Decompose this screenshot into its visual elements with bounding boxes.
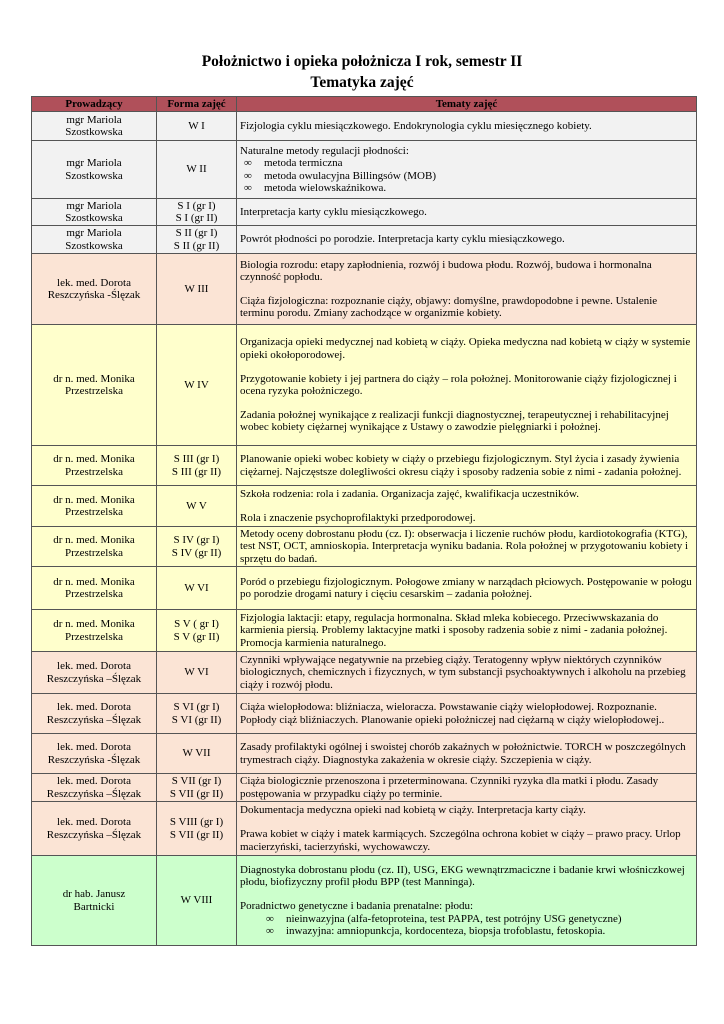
header-topics: Tematy zajęć xyxy=(237,97,697,112)
topic-cell xyxy=(237,567,697,610)
infinity-bullet-icon: ∞ xyxy=(266,924,274,937)
form-cell xyxy=(157,325,237,446)
schedule-table xyxy=(31,96,697,946)
header-lecturer: Prowadzący xyxy=(32,97,157,112)
paragraph-spacer xyxy=(240,816,693,828)
form-line: W IV xyxy=(184,378,209,391)
topic-cell xyxy=(237,226,697,254)
lecturer-line: Szostkowska xyxy=(65,126,123,138)
topic-cell xyxy=(237,856,697,946)
form-line: W I xyxy=(188,119,205,132)
form-line: W III xyxy=(184,282,209,295)
paragraph-spacer xyxy=(240,283,693,295)
topic-paragraph: Zadania położnej wynikające z realizacji funkcji diagnostycznej, terapeutycznej i rehabilitacyjnej wobec kobiety ciężarnej wynikające z Ustawy o zawodzie pielęgniarki i położnej. xyxy=(240,409,669,434)
table-row xyxy=(32,527,697,567)
topic-cell xyxy=(237,254,697,325)
form-cell xyxy=(157,141,237,199)
infinity-bullet-icon: ∞ xyxy=(244,169,252,182)
lecturer-cell xyxy=(32,734,157,774)
lecturer-line: lek. med. Dorota xyxy=(57,775,131,788)
lecturer-line: dr n. med. Monika xyxy=(53,575,135,588)
lecturer-cell xyxy=(32,774,157,802)
form-line: W VII xyxy=(182,747,211,760)
form-line: S II (gr II) xyxy=(173,239,220,252)
form-cell xyxy=(157,652,237,694)
list-item-text: metoda wielowskaźnikowa. xyxy=(264,181,387,194)
lecturer-cell xyxy=(32,325,157,446)
page-title: Położnictwo i opieka położnicza I rok, semestr II xyxy=(201,53,523,70)
header-form: Forma zajęć xyxy=(157,97,237,112)
form-cell xyxy=(157,226,237,254)
topic-paragraph: Zasady profilaktyki ogólnej i swoistej chorób zakaźnych w położnictwie. TORCH w poszczególnych trymestrach ciąży. Diagnostyka zakażenia w okresie ciąży. Szczepienia w ciąży. xyxy=(240,741,686,766)
topic-cell xyxy=(237,802,697,856)
topic-paragraph: Ciąża wielopłodowa: bliźniacza, wieloracza. Powstawanie ciąży wielopłodowej. Rozpoznanie. Popłody ciąż bliźniaczych. Planowanie opieki położniczej nad ciężarną w ciąży wielopłodowej.. xyxy=(240,701,665,726)
page-subtitle: Tematyka zajęć xyxy=(310,74,414,91)
lecturer-line: Bartnicki xyxy=(73,900,115,913)
topic-paragraph: Organizacja opieki medycznej nad kobietą w ciąży. Opieka medyczna nad kobietą w ciąży w systemie opieki okołoporodowej. xyxy=(240,336,691,361)
topic-cell xyxy=(237,112,697,141)
table-row xyxy=(32,734,697,774)
lecturer-line: dr n. med. Monika xyxy=(53,618,135,631)
lecturer-cell xyxy=(32,610,157,652)
topic-cell xyxy=(237,486,697,527)
lecturer-line: Przestrzelska xyxy=(64,385,124,397)
topic-cell xyxy=(237,694,697,734)
form-cell xyxy=(157,486,237,527)
table-row xyxy=(32,856,697,946)
form-line: S VI (gr I) xyxy=(173,701,220,714)
topic-paragraph: Czynniki wpływające negatywnie na przebieg ciąży. Teratogenny wpływ niektórych czynników biologicznych, chemicznych i fizycznych, w tym substancji psychoaktywnych i alkoholu na przebieg ciąży i rozwój płodu. xyxy=(240,654,686,691)
topic-paragraph: Poród o przebiegu fizjologicznym. Połogowe zmiany w narządach płciowych. Postępowanie w połogu po porodzie drogami natury i cięciu cesarskim – zadania położnej. xyxy=(240,575,692,600)
form-cell xyxy=(157,254,237,325)
infinity-bullet-icon: ∞ xyxy=(266,912,274,925)
topic-cell xyxy=(237,774,697,802)
table-row xyxy=(32,446,697,486)
form-line: S VII (gr II) xyxy=(169,787,224,800)
list-item-text: nieinwazyjna (alfa-fetoproteina, test PAPPA, test potrójny USG genetyczne) xyxy=(286,912,622,925)
lecturer-cell xyxy=(32,694,157,734)
lecturer-line: Reszczyńska –Ślęzak xyxy=(46,828,142,841)
lecturer-line: Przestrzelska xyxy=(64,506,124,518)
topic-paragraph: Powrót płodności po porodzie. Interpretacja karty cyklu miesiączkowego. xyxy=(240,233,565,246)
topic-cell xyxy=(237,446,697,486)
lecturer-cell xyxy=(32,254,157,325)
list-item xyxy=(240,157,693,169)
lecturer-line: dr n. med. Monika xyxy=(53,534,135,547)
topic-paragraph: Interpretacja karty cyklu miesiączkowego. xyxy=(240,205,427,218)
form-cell xyxy=(157,527,237,567)
lecturer-cell xyxy=(32,226,157,254)
lecturer-line: dr n. med. Monika xyxy=(53,372,135,385)
topic-cell xyxy=(237,199,697,226)
lecturer-line: Reszczyńska -Ślęzak xyxy=(47,289,141,301)
table-row xyxy=(32,567,697,610)
topic-cell xyxy=(237,610,697,652)
paragraph-spacer xyxy=(240,361,693,373)
topic-cell xyxy=(237,652,697,694)
paragraph-spacer xyxy=(240,888,693,900)
lecturer-line: mgr Mariola xyxy=(66,227,122,240)
table-row xyxy=(32,141,697,199)
lecturer-cell xyxy=(32,112,157,141)
lecturer-line: dr hab. Janusz xyxy=(62,888,126,901)
list-item-text: metoda termiczna xyxy=(264,157,343,170)
lecturer-cell xyxy=(32,199,157,226)
lecturer-cell xyxy=(32,486,157,527)
form-cell xyxy=(157,446,237,486)
form-line: S III (gr II) xyxy=(171,465,222,478)
lecturer-cell xyxy=(32,527,157,567)
lecturer-line: mgr Mariola xyxy=(66,157,122,170)
form-line: S I (gr II) xyxy=(175,212,218,224)
lecturer-line: Przestrzelska xyxy=(64,546,124,559)
form-line: W VIII xyxy=(180,894,213,907)
topic-paragraph: Fizjologia cyklu miesiączkowego. Endokrynologia cyklu miesięcznego kobiety. xyxy=(240,119,592,132)
form-line: W VI xyxy=(184,666,209,679)
form-line: S IV (gr II) xyxy=(171,546,222,559)
form-cell xyxy=(157,694,237,734)
form-cell xyxy=(157,734,237,774)
list-item-text: metoda owulacyjna Billingsów (MOB) xyxy=(264,169,437,182)
form-line: S V ( gr I) xyxy=(174,618,219,631)
table-row xyxy=(32,486,697,527)
list-item xyxy=(240,925,693,937)
infinity-bullet-icon: ∞ xyxy=(244,181,252,194)
form-line: S II (gr I) xyxy=(175,227,218,240)
table-row xyxy=(32,199,697,226)
form-line: S V (gr II) xyxy=(173,630,220,643)
lecturer-line: lek. med. Dorota xyxy=(57,660,131,673)
lecturer-line: lek. med. Dorota xyxy=(57,276,131,289)
topic-paragraph: Dokumentacja medyczna opieki nad kobietą w ciąży. Interpretacja karty ciąży. xyxy=(240,804,586,817)
lecturer-line: Szostkowska xyxy=(65,239,123,252)
lecturer-cell xyxy=(32,652,157,694)
table-row xyxy=(32,610,697,652)
topic-paragraph: Planowanie opieki wobec kobiety w ciąży o przebiegu fizjologicznym. Styl życia i zasady żywienia ciężarnej. Najczęstsze dolegliwości okresu ciąży i sposoby radzenia sobie z nimi - zadania położnej. xyxy=(240,453,682,478)
lecturer-cell xyxy=(32,856,157,946)
topic-cell xyxy=(237,734,697,774)
topic-paragraph: Prawa kobiet w ciąży i matek karmiących. Szczególna ochrona kobiet w ciąży – prawo pracy. Urlop macierzyński, tacierzyński, wychowawczy. xyxy=(240,828,681,853)
list-item xyxy=(240,170,693,182)
table-header-row xyxy=(32,97,697,112)
lecturer-line: Reszczyńska –Ślęzak xyxy=(46,713,142,726)
table-row xyxy=(32,774,697,802)
lecturer-line: Reszczyńska –Ślęzak xyxy=(46,787,142,800)
topic-paragraph: Diagnostyka dobrostanu płodu (cz. II), USG, EKG wewnątrzmaciczne i badanie krwi włośniczkowej płodu, biofizyczny profil płodu BPP (test Manninga). xyxy=(240,863,685,889)
lecturer-line: Reszczyńska -Ślęzak xyxy=(47,753,141,766)
list-item-text: inwazyjna: amniopunkcja, kordocenteza, biopsja trofoblastu, fetoskopia. xyxy=(286,924,606,937)
form-cell xyxy=(157,112,237,141)
lecturer-line: Szostkowska xyxy=(65,212,123,224)
topic-paragraph: Metody oceny dobrostanu płodu (cz. I): obserwacja i liczenie ruchów płodu, kardiotokografia (KTG), test NST, OCT, amnioskopia. Interpretacja wyniku badania. Rola położnej w przygotowaniu kobiety i sprzętu do badań. xyxy=(240,528,689,565)
table-row xyxy=(32,694,697,734)
form-line: S IV (gr I) xyxy=(173,534,220,547)
topic-paragraph: Fizjologia laktacji: etapy, regulacja hormonalna. Skład mleka kobiecego. Przeciwwskazania do karmienia piersią. Problemy laktacyjne matki i sposoby radzenia sobie z nimi - zadania położnej. Promocja karmienia naturalnego. xyxy=(240,612,668,649)
form-line: W VI xyxy=(184,581,209,594)
form-cell xyxy=(157,774,237,802)
table-row xyxy=(32,112,697,141)
topic-paragraph: Rola i znaczenie psychoprofilaktyki przedporodowej. xyxy=(240,512,476,524)
lecturer-line: Szostkowska xyxy=(65,169,123,182)
list-item xyxy=(240,913,693,925)
lecturer-cell xyxy=(32,446,157,486)
form-line: S VII (gr II) xyxy=(169,828,224,841)
lecturer-line: Przestrzelska xyxy=(64,588,124,600)
topic-paragraph: Ciąża biologicznie przenoszona i przeterminowana. Czynniki ryzyka dla matki i płodu. Zasady postępowania w przypadku ciąży po terminie. xyxy=(240,775,659,800)
topic-paragraph: Ciąża fizjologiczna: rozpoznanie ciąży, objawy: domyślne, prawdopodobne i pewne. Ustalenie terminu porodu. Zmiany zachodzące w organizmie kobiety. xyxy=(240,295,658,320)
table-row xyxy=(32,802,697,856)
lecturer-cell xyxy=(32,141,157,199)
form-cell xyxy=(157,567,237,610)
form-line: S III (gr I) xyxy=(173,453,220,466)
topic-paragraph: Szkoła rodzenia: rola i zadania. Organizacja zajęć, kwalifikacja uczestników. xyxy=(240,487,580,500)
topic-paragraph: Poradnictwo genetyczne i badania prenatalne: płodu: xyxy=(240,900,474,913)
form-line: W II xyxy=(186,163,207,176)
table-row xyxy=(32,254,697,325)
form-line: S VI (gr II) xyxy=(171,713,222,726)
table-row xyxy=(32,652,697,694)
form-line: W V xyxy=(186,499,207,512)
paragraph-spacer xyxy=(240,397,693,409)
form-cell xyxy=(157,856,237,946)
lecturer-line: lek. med. Dorota xyxy=(57,741,131,754)
lecturer-line: mgr Mariola xyxy=(66,199,122,212)
form-line: S VIII (gr I) xyxy=(169,816,224,829)
topic-paragraph: Naturalne metody regulacji płodności: xyxy=(240,145,409,158)
topic-paragraph: Biologia rozrodu: etapy zapłodnienia, rozwój i budowa płodu. Rozwój, budowa i hormonalna czynność popłodu. xyxy=(240,258,652,283)
infinity-bullet-icon: ∞ xyxy=(244,157,252,170)
form-cell xyxy=(157,802,237,856)
lecturer-line: Przestrzelska xyxy=(64,630,124,643)
table-row xyxy=(32,325,697,446)
lecturer-line: lek. med. Dorota xyxy=(57,701,131,714)
lecturer-line: mgr Mariola xyxy=(66,113,122,126)
form-cell xyxy=(157,199,237,226)
table-row xyxy=(32,226,697,254)
lecturer-line: Przestrzelska xyxy=(64,465,124,478)
lecturer-line: dr n. med. Monika xyxy=(53,493,135,506)
topic-cell xyxy=(237,141,697,199)
lecturer-cell xyxy=(32,802,157,856)
list-item xyxy=(240,182,693,194)
paragraph-spacer xyxy=(240,500,693,512)
form-line: S I (gr I) xyxy=(177,199,216,212)
lecturer-line: lek. med. Dorota xyxy=(57,816,131,829)
topic-cell xyxy=(237,325,697,446)
lecturer-line: dr n. med. Monika xyxy=(53,453,135,466)
topic-cell xyxy=(237,527,697,567)
topic-paragraph: Przygotowanie kobiety i jej partnera do ciąży – rola położnej. Monitorowanie ciąży fizjologicznej i ocena ryzyka położniczego. xyxy=(240,372,677,397)
lecturer-line: Reszczyńska –Ślęzak xyxy=(46,672,142,685)
form-line: S VII (gr I) xyxy=(171,775,222,788)
lecturer-cell xyxy=(32,567,157,610)
form-cell xyxy=(157,610,237,652)
